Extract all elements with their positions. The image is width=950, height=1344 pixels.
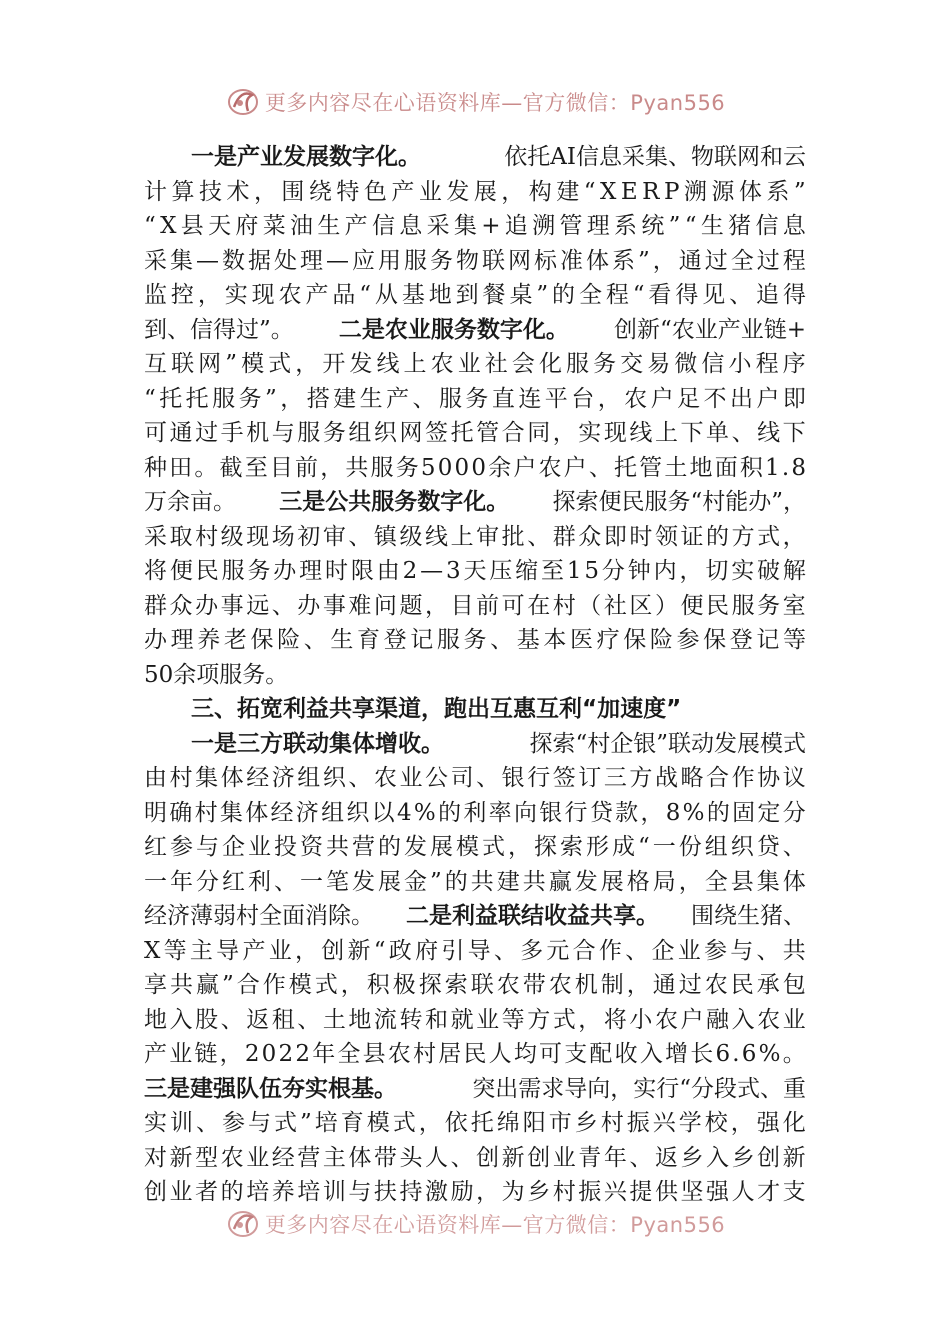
- paragraph-line: [144, 140, 806, 175]
- line-text: 突出需求导向，实行“分段式、重: [472, 1075, 806, 1102]
- paragraph-line: “ 托 托 服 务 ” ， 搭 建 生 产 、 服 务 直 连 平 台 ， 农 户 足 不 出 户 即: [144, 385, 806, 412]
- watermark-text: 更多内容尽在心语资料库—官方微信：Pyan556: [264, 1213, 726, 1237]
- paragraph-line: [144, 899, 806, 934]
- line-text: 探索便民服务“村能办”，: [552, 489, 806, 515]
- section-heading: 三、拓宽利益共享渠道，跑出互惠互利“加速度”: [191, 696, 682, 722]
- bold-lead: 二是农业服务数字化。: [338, 316, 569, 343]
- bold-lead: 一是产业发展数字化。: [191, 144, 421, 170]
- paragraph-line: 对 新 型 农 业 经 营 主 体 带 头 人 、 创 新 创 业 青 年 、 返 乡 入 乡 创 新: [144, 1144, 806, 1171]
- line-text: 到、信得过”。: [144, 316, 294, 343]
- line-text: 依托AI信息采集、物联网和云: [504, 144, 806, 170]
- swirl-logo-icon: [225, 1206, 261, 1242]
- paragraph-line: 由 村 集 体 经 济 组 织 、 农 业 公 司 、 银 行 签 订 三 方 战 略 合 作 协 议: [144, 765, 806, 791]
- bold-lead: 二是利益联结收益共享。: [406, 903, 659, 929]
- paragraph-line: 群 众 办 事 远 、 办 事 难 问 题 ， 目 前 可 在 村 （ 社 区 ） 便 民 服 务 室: [144, 592, 806, 619]
- paragraph-line: 办 理 养 老 保 险 、 生 育 登 记 服 务 、 基 本 医 疗 保 险 参 保 登 记 等: [144, 627, 806, 653]
- paragraph-line: 实 训 、 参 与 式 ” 培 育 模 式 ， 依 托 绵 阳 市 乡 村 振 兴 学 校 ， 强 化: [144, 1110, 806, 1136]
- paragraph-line: 种 田 。 截 至 目 前 ， 共 服 务 5 0 0 0 余 户 农 户 、 托 管 土 地 面 积 1 . 8: [144, 454, 806, 481]
- paragraph-line: 红 参 与 企 业 投 资 共 营 的 发 展 模 式 ， 探 索 形 成 “ 一 份 组 织 贷 、: [144, 834, 806, 860]
- document-body: [144, 140, 806, 1210]
- paragraph-line: 采 取 村 级 现 场 初 审 、 镇 级 线 上 审 批 、 群 众 即 时 领 证 的 方 式 ，: [144, 523, 806, 550]
- watermark-text: 更多内容尽在心语资料库—官方微信：Pyan556: [264, 91, 726, 115]
- paragraph-line: 互 联 网 ” 模 式 ， 开 发 线 上 农 业 社 会 化 服 务 交 易 微 信 小 程 序: [144, 351, 806, 377]
- swirl-logo-icon: [225, 84, 261, 120]
- paragraph-line: 明 确 村 集 体 经 济 组 织 以 4 % 的 利 率 向 银 行 贷 款 ， 8 % 的 固 定 分: [144, 799, 806, 826]
- paragraph-line: [144, 313, 806, 348]
- paragraph-line: [144, 727, 806, 762]
- paragraph-line: 产 业 链 ， 2 0 2 2 年 全 县 农 村 居 民 人 均 可 支 配 收 入 增 长 6 . 6 % 。: [144, 1041, 806, 1067]
- line-text: 经济薄弱村全面消除。: [144, 903, 374, 929]
- footer-watermark: [0, 1204, 950, 1244]
- paragraph-line: 享 共 赢 ” 合 作 模 式 ， 积 极 探 索 联 农 带 农 机 制 ， 通 过 农 民 承 包: [144, 972, 806, 998]
- paragraph-line: X 等 主 导 产 业 ， 创 新 “ 政 府 引 导 、 多 元 合 作 、 企 业 参 与 、 共: [144, 937, 806, 964]
- paragraph-line: 计 算 技 术 ， 围 绕 特 色 产 业 发 展 ， 构 建 “ X E R P 溯 源 体 系 ”: [144, 178, 806, 205]
- paragraph-line: 采 集 — 数 据 处 理 — 应 用 服 务 物 联 网 标 准 体 系 ” ， 通 过 全 过 程: [144, 247, 806, 274]
- bold-lead: 三是公共服务数字化。: [279, 489, 510, 515]
- bold-lead: 三是建强队伍夯实根基。: [144, 1075, 397, 1102]
- bold-lead: 一是三方联动集体增收。: [191, 730, 444, 757]
- header-watermark: [0, 82, 950, 122]
- paragraph-line: 监 控 ， 实 现 农 产 品 “ 从 基 地 到 餐 桌 ” 的 全 程 “ 看 得 见 、 追 得: [144, 282, 806, 308]
- paragraph-line: [144, 485, 806, 520]
- paragraph-line: [144, 1072, 806, 1107]
- line-text: 探索“村企银”联动发展模式: [529, 730, 806, 757]
- paragraph-line: 可 通 过 手 机 与 服 务 组 织 网 签 托 管 合 同 ， 实 现 线 上 下 单 、 线 下: [144, 420, 806, 446]
- paragraph-line: 地 入 股 、 返 租 、 土 地 流 转 和 就 业 等 方 式 ， 将 小 农 户 融 入 农 业: [144, 1006, 806, 1033]
- line-text: 创新“农业产业链+: [613, 316, 806, 343]
- paragraph-line: 创 业 者 的 培 养 培 训 与 扶 持 激 励 ， 为 乡 村 振 兴 提 供 坚 强 人 才 支: [144, 1179, 806, 1205]
- line-text: 万余亩。: [144, 489, 236, 515]
- paragraph-line: 50余项服务。: [144, 661, 289, 688]
- paragraph-line: 一 年 分 红 利 、 一 笔 发 展 金 ” 的 共 建 共 赢 发 展 格 局 ， 全 县 集 体: [144, 868, 806, 895]
- line-text: 围绕生猪、: [691, 903, 806, 929]
- paragraph-line: 将 便 民 服 务 办 理 时 限 由 2 — 3 天 压 缩 至 1 5 分 钟 内 ， 切 实 破 解: [144, 558, 806, 584]
- paragraph-line: “ X 县 天 府 菜 油 生 产 信 息 采 集 + 追 溯 管 理 系 统 ” “ 生 猪 信 息: [144, 213, 806, 239]
